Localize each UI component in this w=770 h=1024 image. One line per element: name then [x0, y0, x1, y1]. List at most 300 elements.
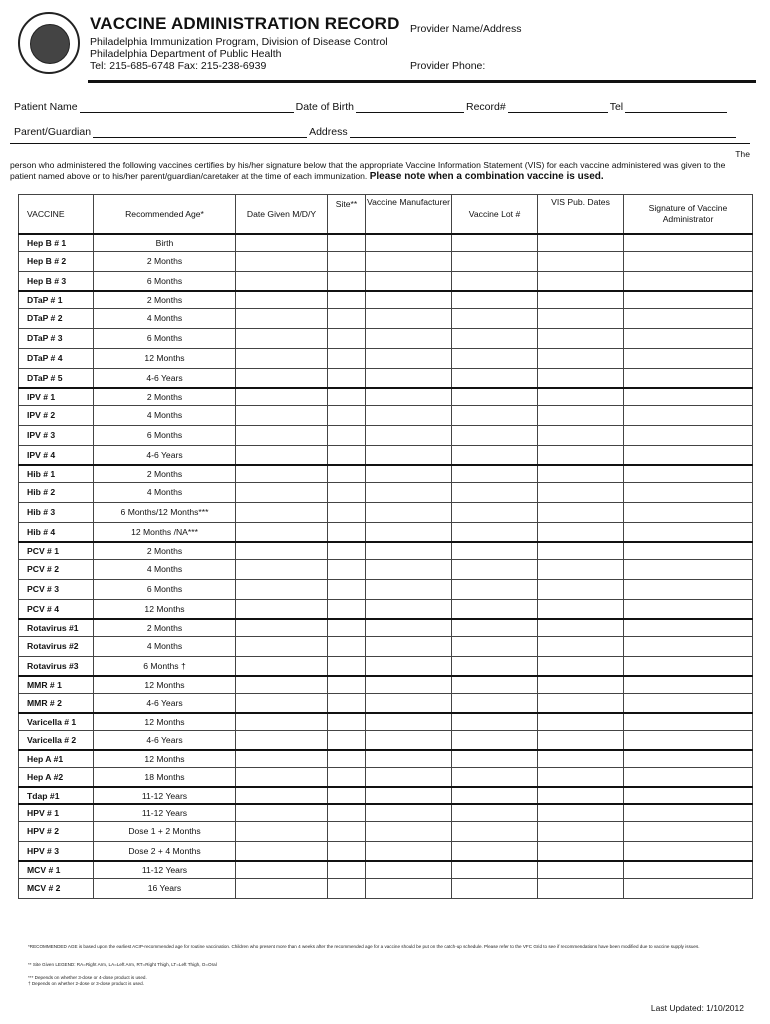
signature-cell[interactable] [624, 693, 753, 713]
tel-field[interactable] [625, 101, 727, 113]
recommended-age: 11-12 Years [94, 804, 236, 821]
lot-cell[interactable] [452, 804, 538, 821]
site-cell[interactable] [328, 713, 366, 730]
table-row [19, 368, 753, 388]
table-row [19, 234, 753, 251]
site-cell[interactable] [328, 750, 366, 767]
recommended-age: 12 Months [94, 750, 236, 767]
signature-cell[interactable] [624, 482, 753, 502]
manufacturer-cell[interactable] [366, 368, 452, 388]
site-cell[interactable] [328, 234, 366, 251]
vis-date-cell[interactable] [538, 713, 624, 730]
date-given-cell[interactable] [236, 328, 328, 348]
table-row [19, 522, 753, 542]
site-cell[interactable] [328, 368, 366, 388]
vis-date-cell[interactable] [538, 291, 624, 308]
site-cell[interactable] [328, 693, 366, 713]
vis-date-cell[interactable] [538, 425, 624, 445]
vis-date-cell[interactable] [538, 308, 624, 328]
signature-cell[interactable] [624, 636, 753, 656]
manufacturer-cell[interactable] [366, 308, 452, 328]
vaccine-dose: Hib # 4 [19, 522, 94, 542]
provider-phone-label: Provider Phone: [410, 60, 486, 72]
date-given-cell[interactable] [236, 804, 328, 821]
table-row [19, 878, 753, 898]
table-row [19, 841, 753, 861]
signature-cell[interactable] [624, 559, 753, 579]
manufacturer-cell[interactable] [366, 730, 452, 750]
col-age: Recommended Age* [94, 195, 236, 235]
date-given-cell[interactable] [236, 599, 328, 619]
date-given-cell[interactable] [236, 861, 328, 878]
manufacturer-cell[interactable] [366, 861, 452, 878]
site-cell[interactable] [328, 522, 366, 542]
signature-cell[interactable] [624, 619, 753, 636]
table-row [19, 445, 753, 465]
lot-cell[interactable] [452, 308, 538, 328]
signature-cell[interactable] [624, 676, 753, 693]
lot-cell[interactable] [452, 502, 538, 522]
vis-date-cell[interactable] [538, 502, 624, 522]
signature-cell[interactable] [624, 841, 753, 861]
vis-date-cell[interactable] [538, 841, 624, 861]
dob-label: Date of Birth [295, 101, 354, 113]
signature-cell[interactable] [624, 730, 753, 750]
lot-cell[interactable] [452, 328, 538, 348]
signature-cell[interactable] [624, 656, 753, 676]
lot-cell[interactable] [452, 841, 538, 861]
site-cell[interactable] [328, 465, 366, 482]
record-field[interactable] [508, 101, 608, 113]
site-cell[interactable] [328, 542, 366, 559]
manufacturer-cell[interactable] [366, 878, 452, 898]
signature-cell[interactable] [624, 787, 753, 804]
site-cell[interactable] [328, 308, 366, 328]
site-cell[interactable] [328, 579, 366, 599]
signature-cell[interactable] [624, 750, 753, 767]
site-cell[interactable] [328, 559, 366, 579]
table-row [19, 405, 753, 425]
manufacturer-cell[interactable] [366, 348, 452, 368]
manufacturer-cell[interactable] [366, 388, 452, 405]
site-cell[interactable] [328, 656, 366, 676]
parent-field[interactable] [93, 126, 307, 138]
site-cell[interactable] [328, 676, 366, 693]
site-cell[interactable] [328, 291, 366, 308]
table-row [19, 328, 753, 348]
recommended-age: 6 Months/12 Months*** [94, 502, 236, 522]
signature-cell[interactable] [624, 465, 753, 482]
manufacturer-cell[interactable] [366, 271, 452, 291]
recommended-age: 6 Months [94, 328, 236, 348]
vis-date-cell[interactable] [538, 348, 624, 368]
recommended-age: Dose 2 + 4 Months [94, 841, 236, 861]
site-cell[interactable] [328, 328, 366, 348]
table-row [19, 482, 753, 502]
vaccine-dose: Hep B # 1 [19, 234, 94, 251]
recommended-age: 2 Months [94, 465, 236, 482]
site-cell[interactable] [328, 821, 366, 841]
lot-cell[interactable] [452, 559, 538, 579]
vaccine-table [18, 194, 753, 899]
date-given-cell[interactable] [236, 271, 328, 291]
lot-cell[interactable] [452, 713, 538, 730]
recommended-age: 6 Months [94, 579, 236, 599]
manufacturer-cell[interactable] [366, 234, 452, 251]
manufacturer-cell[interactable] [366, 821, 452, 841]
date-given-cell[interactable] [236, 542, 328, 559]
recommended-age: 4 Months [94, 482, 236, 502]
signature-cell[interactable] [624, 861, 753, 878]
dob-field[interactable] [356, 101, 464, 113]
lot-cell[interactable] [452, 787, 538, 804]
recommended-age: 12 Months [94, 676, 236, 693]
lot-cell[interactable] [452, 234, 538, 251]
signature-cell[interactable] [624, 425, 753, 445]
lot-cell[interactable] [452, 636, 538, 656]
patient-name-field[interactable] [80, 101, 294, 113]
site-cell[interactable] [328, 482, 366, 502]
site-cell[interactable] [328, 502, 366, 522]
site-cell[interactable] [328, 841, 366, 861]
date-given-cell[interactable] [236, 465, 328, 482]
vaccine-dose: Varicella # 2 [19, 730, 94, 750]
lot-cell[interactable] [452, 291, 538, 308]
date-given-cell[interactable] [236, 841, 328, 861]
signature-cell[interactable] [624, 328, 753, 348]
date-given-cell[interactable] [236, 713, 328, 730]
site-cell[interactable] [328, 619, 366, 636]
date-given-cell[interactable] [236, 368, 328, 388]
signature-cell[interactable] [624, 502, 753, 522]
manufacturer-cell[interactable] [366, 445, 452, 465]
signature-cell[interactable] [624, 713, 753, 730]
vaccine-dose: Rotavirus #2 [19, 636, 94, 656]
signature-cell[interactable] [624, 804, 753, 821]
site-cell[interactable] [328, 271, 366, 291]
signature-cell[interactable] [624, 388, 753, 405]
table-header-row [19, 195, 753, 235]
lot-cell[interactable] [452, 676, 538, 693]
recommended-age: 4 Months [94, 636, 236, 656]
vis-date-cell[interactable] [538, 405, 624, 425]
lot-cell[interactable] [452, 425, 538, 445]
vis-date-cell[interactable] [538, 730, 624, 750]
site-cell[interactable] [328, 804, 366, 821]
table-row [19, 821, 753, 841]
vis-date-cell[interactable] [538, 861, 624, 878]
record-label: Record# [466, 101, 506, 113]
lot-cell[interactable] [452, 405, 538, 425]
manufacturer-cell[interactable] [366, 787, 452, 804]
signature-cell[interactable] [624, 542, 753, 559]
vis-date-cell[interactable] [538, 328, 624, 348]
parent-info-row [14, 126, 754, 138]
vis-date-cell[interactable] [538, 522, 624, 542]
lot-cell[interactable] [452, 271, 538, 291]
lot-cell[interactable] [452, 599, 538, 619]
vaccine-dose: IPV # 2 [19, 405, 94, 425]
date-given-cell[interactable] [236, 388, 328, 405]
vis-date-cell[interactable] [538, 656, 624, 676]
parent-label: Parent/Guardian [14, 126, 92, 138]
recommended-age: 4 Months [94, 559, 236, 579]
recommended-age: 4-6 Years [94, 368, 236, 388]
site-cell[interactable] [328, 348, 366, 368]
manufacturer-cell[interactable] [366, 804, 452, 821]
manufacturer-cell[interactable] [366, 579, 452, 599]
date-given-cell[interactable] [236, 636, 328, 656]
vis-date-cell[interactable] [538, 636, 624, 656]
lot-cell[interactable] [452, 821, 538, 841]
site-cell[interactable] [328, 251, 366, 271]
date-given-cell[interactable] [236, 750, 328, 767]
tel-label: Tel [609, 101, 624, 113]
site-cell[interactable] [328, 388, 366, 405]
vis-date-cell[interactable] [538, 579, 624, 599]
signature-cell[interactable] [624, 599, 753, 619]
recommended-age: Birth [94, 234, 236, 251]
form-title: VACCINE ADMINISTRATION RECORD [90, 14, 400, 33]
signature-cell[interactable] [624, 522, 753, 542]
date-given-cell[interactable] [236, 656, 328, 676]
recommended-age: 12 Months [94, 348, 236, 368]
date-given-cell[interactable] [236, 308, 328, 328]
manufacturer-cell[interactable] [366, 767, 452, 787]
table-row [19, 271, 753, 291]
lot-cell[interactable] [452, 579, 538, 599]
date-given-cell[interactable] [236, 482, 328, 502]
date-given-cell[interactable] [236, 787, 328, 804]
manufacturer-cell[interactable] [366, 405, 452, 425]
signature-cell[interactable] [624, 291, 753, 308]
recommended-age: 6 Months [94, 271, 236, 291]
date-given-cell[interactable] [236, 821, 328, 841]
manufacturer-cell[interactable] [366, 251, 452, 271]
vaccine-dose: Hep B # 3 [19, 271, 94, 291]
vaccine-dose: PCV # 2 [19, 559, 94, 579]
table-row [19, 291, 753, 308]
lot-cell[interactable] [452, 522, 538, 542]
vis-date-cell[interactable] [538, 251, 624, 271]
recommended-age: 2 Months [94, 251, 236, 271]
signature-cell[interactable] [624, 878, 753, 898]
vis-date-cell[interactable] [538, 445, 624, 465]
manufacturer-cell[interactable] [366, 656, 452, 676]
manufacturer-cell[interactable] [366, 328, 452, 348]
signature-cell[interactable] [624, 251, 753, 271]
vis-date-cell[interactable] [538, 271, 624, 291]
consent-the: The [735, 149, 750, 159]
site-cell[interactable] [328, 425, 366, 445]
vaccine-dose: Rotavirus #3 [19, 656, 94, 676]
lot-cell[interactable] [452, 693, 538, 713]
vaccine-dose: DTaP # 1 [19, 291, 94, 308]
table-row [19, 636, 753, 656]
date-given-cell[interactable] [236, 767, 328, 787]
site-cell[interactable] [328, 445, 366, 465]
signature-cell[interactable] [624, 579, 753, 599]
vis-date-cell[interactable] [538, 559, 624, 579]
date-given-cell[interactable] [236, 522, 328, 542]
lot-cell[interactable] [452, 251, 538, 271]
vis-date-cell[interactable] [538, 787, 624, 804]
signature-cell[interactable] [624, 821, 753, 841]
date-given-cell[interactable] [236, 502, 328, 522]
lot-cell[interactable] [452, 878, 538, 898]
recommended-age: 4 Months [94, 405, 236, 425]
address-field[interactable] [350, 126, 736, 138]
vaccine-dose: Hib # 2 [19, 482, 94, 502]
vis-date-cell[interactable] [538, 767, 624, 787]
signature-cell[interactable] [624, 234, 753, 251]
manufacturer-cell[interactable] [366, 559, 452, 579]
table-row [19, 425, 753, 445]
lot-cell[interactable] [452, 861, 538, 878]
signature-cell[interactable] [624, 348, 753, 368]
date-given-cell[interactable] [236, 251, 328, 271]
lot-cell[interactable] [452, 388, 538, 405]
table-row [19, 559, 753, 579]
date-given-cell[interactable] [236, 676, 328, 693]
vaccine-dose: PCV # 3 [19, 579, 94, 599]
site-cell[interactable] [328, 861, 366, 878]
site-cell[interactable] [328, 599, 366, 619]
header-divider [88, 80, 756, 83]
date-given-cell[interactable] [236, 234, 328, 251]
patient-divider [10, 143, 750, 144]
manufacturer-cell[interactable] [366, 750, 452, 767]
lot-cell[interactable] [452, 767, 538, 787]
footnote-age: *RECOMMENDED AGE is based upon the earliest ACIP-recommended age for routine vaccination. Children who present more than 4 weeks after the recommended age for a vaccine should be put on the catch-up schedule. Please refer to the VFC Grid to see if recommendations have been modified due to vaccine supply issues. [28, 944, 700, 949]
table-row [19, 804, 753, 821]
table-row [19, 348, 753, 368]
vis-date-cell[interactable] [538, 234, 624, 251]
lot-cell[interactable] [452, 542, 538, 559]
signature-cell[interactable] [624, 445, 753, 465]
site-cell[interactable] [328, 767, 366, 787]
date-given-cell[interactable] [236, 579, 328, 599]
date-given-cell[interactable] [236, 348, 328, 368]
vis-date-cell[interactable] [538, 542, 624, 559]
signature-cell[interactable] [624, 271, 753, 291]
vis-date-cell[interactable] [538, 878, 624, 898]
department-name: Philadelphia Department of Public Health [90, 48, 282, 60]
last-updated: Last Updated: 1/10/2012 [650, 1003, 744, 1013]
manufacturer-cell[interactable] [366, 713, 452, 730]
manufacturer-cell[interactable] [366, 522, 452, 542]
site-cell[interactable] [328, 405, 366, 425]
lot-cell[interactable] [452, 465, 538, 482]
col-signature: Signature of Vaccine Administrator [624, 195, 753, 235]
recommended-age: 16 Years [94, 878, 236, 898]
vaccine-dose: DTaP # 4 [19, 348, 94, 368]
manufacturer-cell[interactable] [366, 619, 452, 636]
col-manufacturer: Vaccine Manufacturer [366, 195, 452, 235]
vaccine-table-body [19, 234, 753, 898]
recommended-age: 4-6 Years [94, 730, 236, 750]
vaccine-dose: PCV # 4 [19, 599, 94, 619]
vis-date-cell[interactable] [538, 482, 624, 502]
site-cell[interactable] [328, 878, 366, 898]
date-given-cell[interactable] [236, 291, 328, 308]
manufacturer-cell[interactable] [366, 502, 452, 522]
date-given-cell[interactable] [236, 693, 328, 713]
manufacturer-cell[interactable] [366, 465, 452, 482]
date-given-cell[interactable] [236, 425, 328, 445]
manufacturer-cell[interactable] [366, 636, 452, 656]
recommended-age: 11-12 Years [94, 787, 236, 804]
vaccine-dose: MCV # 1 [19, 861, 94, 878]
manufacturer-cell[interactable] [366, 482, 452, 502]
vis-date-cell[interactable] [538, 750, 624, 767]
lot-cell[interactable] [452, 482, 538, 502]
vis-date-cell[interactable] [538, 599, 624, 619]
patient-info-row [14, 101, 754, 113]
recommended-age: 4-6 Years [94, 693, 236, 713]
date-given-cell[interactable] [236, 445, 328, 465]
lot-cell[interactable] [452, 730, 538, 750]
vaccine-dose: MMR # 1 [19, 676, 94, 693]
vaccine-dose: Hep B # 2 [19, 251, 94, 271]
manufacturer-cell[interactable] [366, 599, 452, 619]
manufacturer-cell[interactable] [366, 676, 452, 693]
signature-cell[interactable] [624, 767, 753, 787]
date-given-cell[interactable] [236, 878, 328, 898]
manufacturer-cell[interactable] [366, 291, 452, 308]
date-given-cell[interactable] [236, 619, 328, 636]
date-given-cell[interactable] [236, 559, 328, 579]
vaccine-dose: IPV # 4 [19, 445, 94, 465]
vis-date-cell[interactable] [538, 676, 624, 693]
signature-cell[interactable] [624, 368, 753, 388]
signature-cell[interactable] [624, 308, 753, 328]
date-given-cell[interactable] [236, 730, 328, 750]
vis-date-cell[interactable] [538, 388, 624, 405]
manufacturer-cell[interactable] [366, 841, 452, 861]
recommended-age: 18 Months [94, 767, 236, 787]
manufacturer-cell[interactable] [366, 542, 452, 559]
vis-date-cell[interactable] [538, 821, 624, 841]
manufacturer-cell[interactable] [366, 425, 452, 445]
signature-cell[interactable] [624, 405, 753, 425]
lot-cell[interactable] [452, 368, 538, 388]
site-cell[interactable] [328, 730, 366, 750]
date-given-cell[interactable] [236, 405, 328, 425]
vis-date-cell[interactable] [538, 693, 624, 713]
col-vaccine: VACCINE [19, 195, 94, 235]
vaccine-dose: Hib # 3 [19, 502, 94, 522]
lot-cell[interactable] [452, 656, 538, 676]
vis-date-cell[interactable] [538, 804, 624, 821]
site-cell[interactable] [328, 636, 366, 656]
lot-cell[interactable] [452, 445, 538, 465]
vis-date-cell[interactable] [538, 619, 624, 636]
manufacturer-cell[interactable] [366, 693, 452, 713]
lot-cell[interactable] [452, 348, 538, 368]
patient-name-label: Patient Name [14, 101, 78, 113]
lot-cell[interactable] [452, 750, 538, 767]
vis-date-cell[interactable] [538, 368, 624, 388]
lot-cell[interactable] [452, 619, 538, 636]
recommended-age: 12 Months [94, 713, 236, 730]
col-vis: VIS Pub. Dates [538, 195, 624, 235]
vis-date-cell[interactable] [538, 465, 624, 482]
table-row [19, 861, 753, 878]
recommended-age: 11-12 Years [94, 861, 236, 878]
site-cell[interactable] [328, 787, 366, 804]
table-row [19, 542, 753, 559]
